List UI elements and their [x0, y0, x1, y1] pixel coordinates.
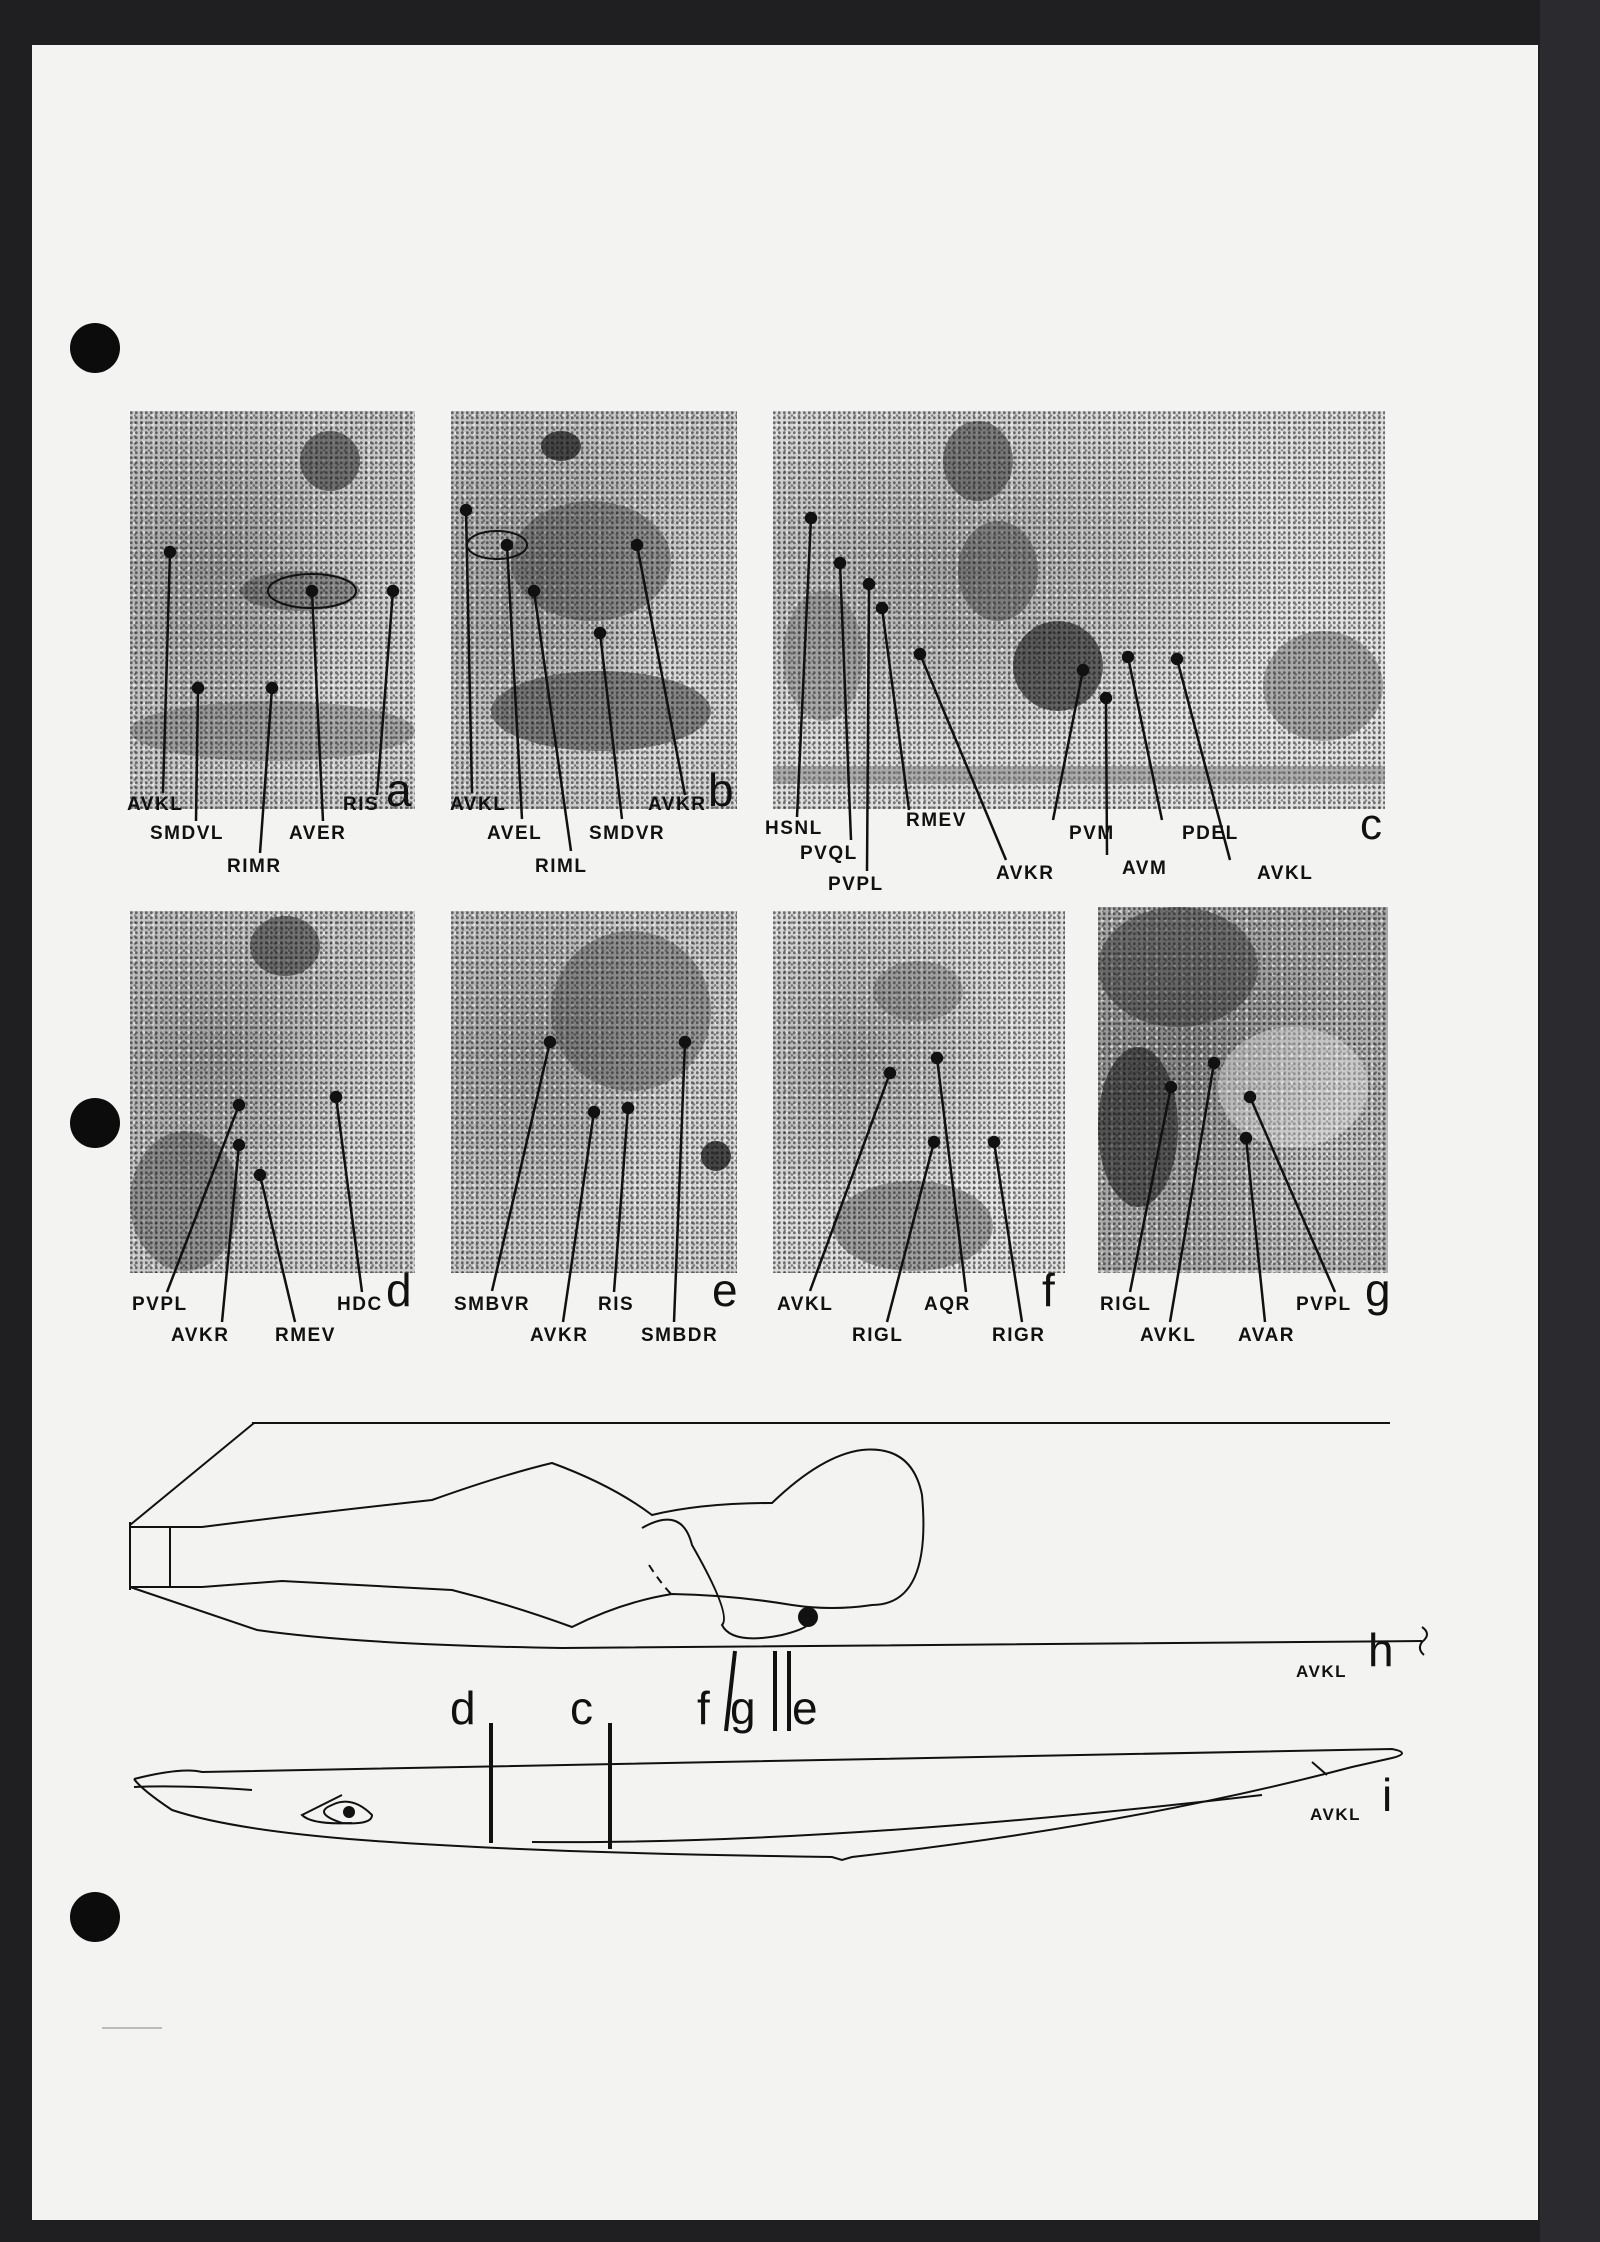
- label-c-8: PDEL: [1182, 823, 1239, 844]
- panel-letter-g: g: [1365, 1264, 1391, 1316]
- worm-head-diagram: [130, 1423, 1427, 1655]
- section-letter-f: f: [697, 1682, 710, 1734]
- label-d-2: AVKR: [171, 1325, 230, 1346]
- label-f-3: AQR: [924, 1294, 971, 1315]
- label-d-1: PVPL: [132, 1294, 188, 1315]
- label-e-1: SMBVR: [454, 1294, 531, 1315]
- label-a-4: AVER: [289, 823, 347, 844]
- neuron-cell-body-h: [798, 1607, 818, 1627]
- label-e-4: SMBDR: [641, 1325, 719, 1346]
- neuron-cell-body-i: [343, 1806, 355, 1818]
- panel-letter-e: e: [712, 1264, 738, 1316]
- worm-body-diagram: [134, 1749, 1402, 1860]
- label-e-3: RIS: [598, 1294, 635, 1315]
- panel-letter-b: b: [708, 764, 734, 816]
- label-b-5: AVKR: [648, 794, 707, 815]
- label-g-3: AVAR: [1238, 1325, 1296, 1346]
- label-c-2: PVQL: [800, 843, 858, 864]
- paper-sheet: [32, 45, 1538, 2220]
- diagram-i-letter: i: [1382, 1769, 1393, 1821]
- label-b-4: SMDVR: [589, 823, 666, 844]
- panel-letter-f: f: [1042, 1264, 1055, 1316]
- label-a-3: RIMR: [227, 856, 282, 877]
- label-b-1: AVKL: [450, 794, 507, 815]
- leader-lines: [163, 505, 1335, 1322]
- label-f-1: AVKL: [777, 1294, 834, 1315]
- label-d-4: HDC: [337, 1294, 383, 1315]
- section-letter-c: c: [570, 1682, 593, 1734]
- background-edge: [1540, 0, 1600, 2242]
- section-markers-i: [491, 1723, 610, 1849]
- label-g-1: RIGL: [1100, 1294, 1152, 1315]
- label-b-2: AVEL: [487, 823, 543, 844]
- diagram-i-neuron: AVKL: [1310, 1805, 1362, 1824]
- label-e-2: AVKR: [530, 1325, 589, 1346]
- diagram-overlay: [32, 45, 1538, 2220]
- label-c-7: AVM: [1122, 858, 1168, 879]
- label-b-3: RIML: [535, 856, 588, 877]
- section-letter-e: e: [792, 1682, 818, 1734]
- label-c-9: AVKL: [1257, 863, 1314, 884]
- label-c-3: PVPL: [828, 874, 884, 895]
- label-f-4: RIGR: [992, 1325, 1046, 1346]
- label-f-2: RIGL: [852, 1325, 904, 1346]
- label-g-2: AVKL: [1140, 1325, 1197, 1346]
- label-c-4: RMEV: [906, 810, 967, 831]
- panel-letter-a: a: [386, 764, 412, 816]
- pencil-mark: [102, 2027, 162, 2029]
- label-g-4: PVPL: [1296, 1294, 1352, 1315]
- label-c-6: PVM: [1069, 823, 1115, 844]
- panel-letter-d: d: [386, 1264, 412, 1316]
- section-letter-g: g: [730, 1682, 756, 1734]
- label-d-3: RMEV: [275, 1325, 336, 1346]
- label-c-1: HSNL: [765, 818, 823, 839]
- label-a-5: RIS: [343, 794, 380, 815]
- label-a-2: SMDVL: [150, 823, 224, 844]
- section-letter-d: d: [450, 1682, 476, 1734]
- diagram-h-neuron: AVKL: [1296, 1662, 1348, 1681]
- panel-letter-c: c: [1360, 800, 1382, 849]
- diagram-h-letter: h: [1368, 1624, 1394, 1676]
- label-a-1: AVKL: [127, 794, 184, 815]
- label-c-5: AVKR: [996, 863, 1055, 884]
